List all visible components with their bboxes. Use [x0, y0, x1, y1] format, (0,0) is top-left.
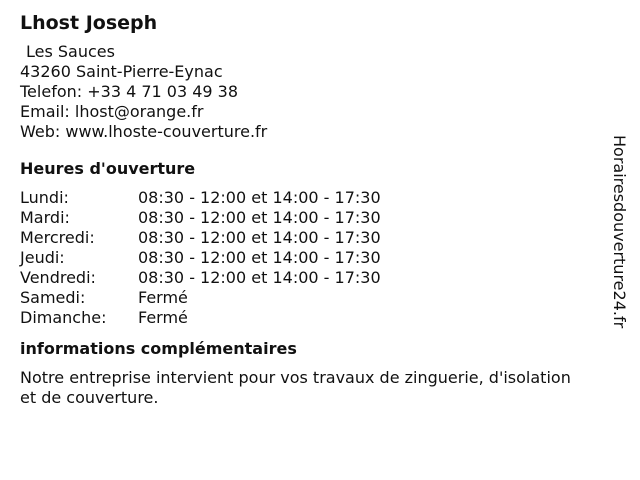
hours-row-thursday: [20, 248, 600, 268]
site-watermark: Horairesdouverture24.fr: [610, 135, 629, 329]
opening-hours-list: [20, 188, 600, 328]
day-label: Lundi:: [20, 188, 69, 207]
business-name: Lhost Joseph: [20, 12, 158, 34]
day-label: Mercredi:: [20, 228, 95, 247]
day-label: Dimanche:: [20, 308, 107, 327]
city-address: 43260 Saint-Pierre-Eynac: [20, 62, 223, 81]
hours-row-tuesday: [20, 208, 600, 228]
time-value: Fermé: [138, 288, 188, 307]
business-card: [20, 10, 600, 408]
day-label: Vendredi:: [20, 268, 96, 287]
hours-row-friday: [20, 268, 600, 288]
hours-heading: Heures d'ouverture: [20, 159, 196, 178]
hours-row-sunday: [20, 308, 600, 328]
watermark-container: [610, 135, 634, 345]
time-value: Fermé: [138, 308, 188, 327]
day-label: Mardi:: [20, 208, 70, 227]
hours-row-wednesday: [20, 228, 600, 248]
time-value: 08:30 - 12:00 et 14:00 - 17:30: [138, 188, 381, 207]
phone-number: Telefon: +33 4 71 03 49 38: [20, 82, 239, 101]
time-value: 08:30 - 12:00 et 14:00 - 17:30: [138, 208, 381, 227]
day-label: Samedi:: [20, 288, 86, 307]
contact-block: [20, 42, 600, 142]
day-label: Jeudi:: [20, 248, 65, 267]
hours-row-monday: [20, 188, 600, 208]
time-value: 08:30 - 12:00 et 14:00 - 17:30: [138, 228, 381, 247]
info-description: Notre entreprise intervient pour vos travaux de zinguerie, d'isolation et de couverture.: [20, 368, 571, 407]
website-address: Web: www.lhoste-couverture.fr: [20, 122, 268, 141]
time-value: 08:30 - 12:00 et 14:00 - 17:30: [138, 248, 381, 267]
time-value: 08:30 - 12:00 et 14:00 - 17:30: [138, 268, 381, 287]
email-address: Email: lhost@orange.fr: [20, 102, 204, 121]
street-address: Les Sauces: [26, 42, 115, 61]
info-heading: informations complémentaires: [20, 339, 297, 358]
hours-row-saturday: [20, 288, 600, 308]
